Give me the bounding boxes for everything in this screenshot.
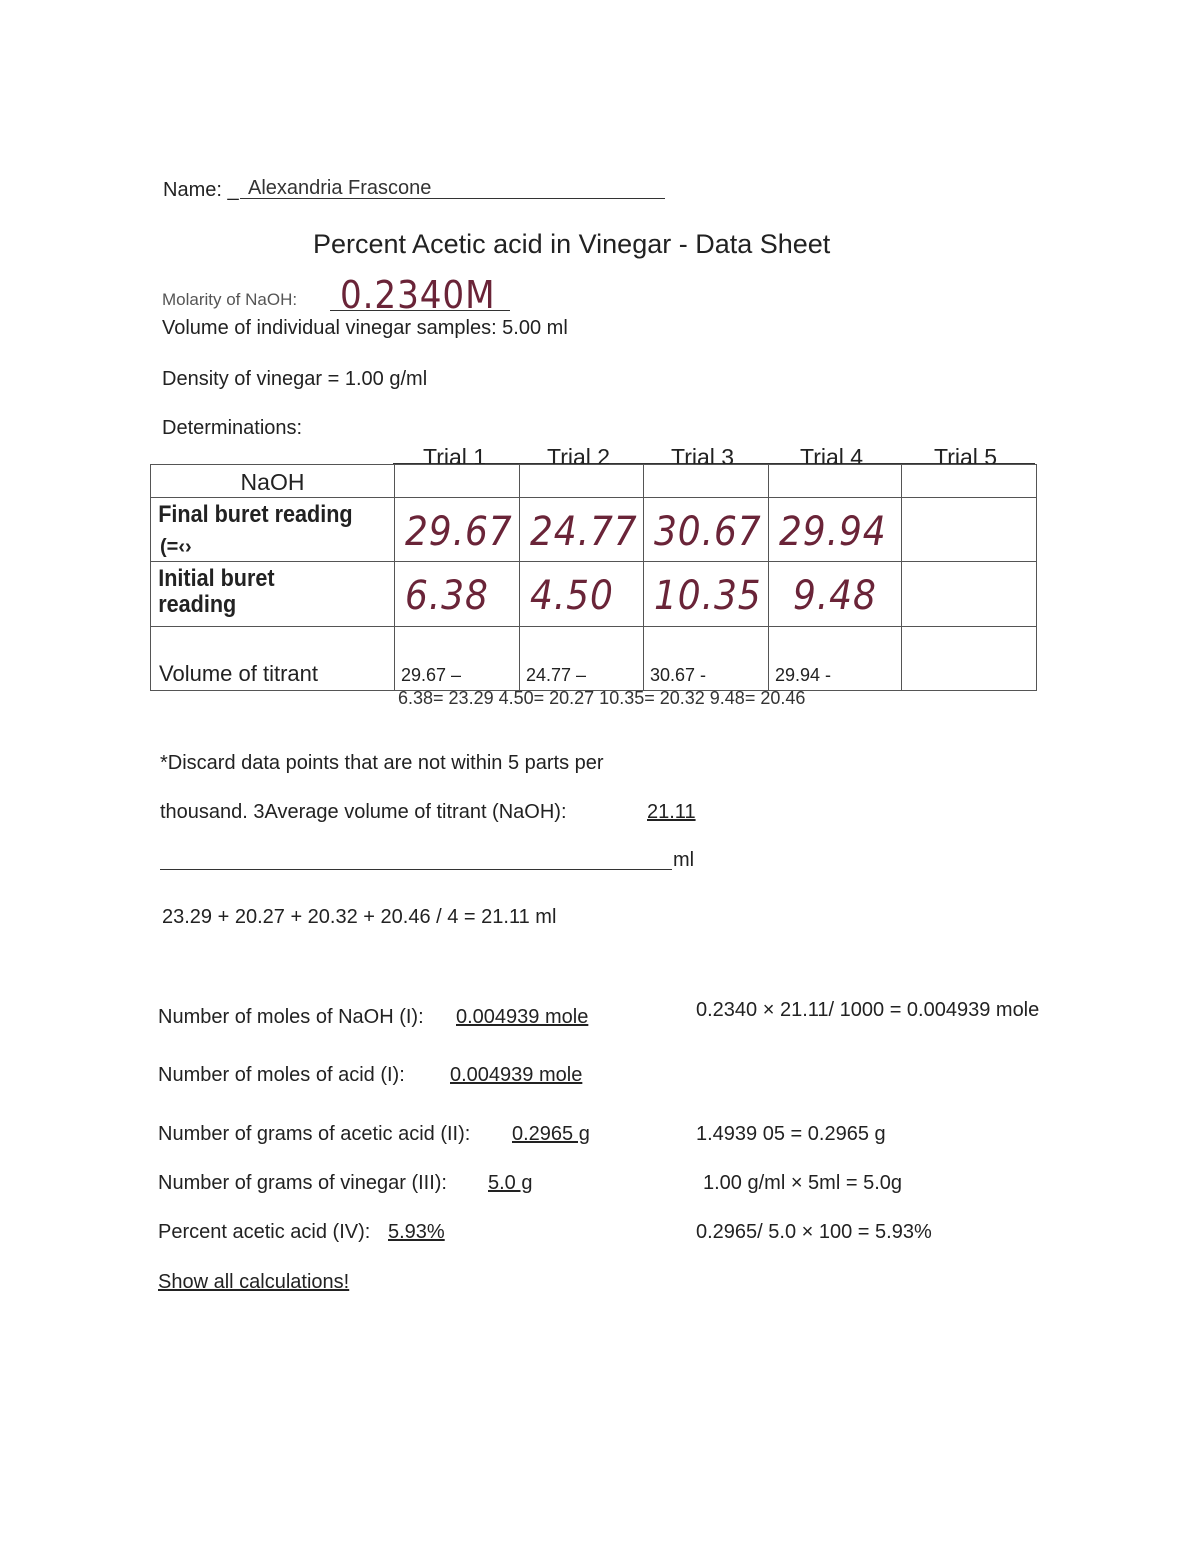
molarity-underline (330, 310, 510, 311)
name-label: Name: _ (163, 179, 239, 201)
handwritten-value: 29.67 (405, 509, 513, 555)
determinations-label: Determinations: (162, 417, 303, 439)
handwritten-value: 30.67 (654, 509, 762, 555)
grams-vinegar-calc: 1.00 g/ml × 5ml = 5.0g (703, 1172, 903, 1194)
discard-note-2: thousand. 3Average volume of titrant (NaOH): (160, 801, 567, 823)
header-trial-4: Trial 4 (800, 444, 864, 470)
table-row (151, 562, 1037, 627)
percent-acid-calc: 0.2965/ 5.0 × 100 = 5.93% (696, 1221, 932, 1243)
moles-naoh-value: 0.004939 mole (456, 1006, 589, 1028)
handwritten-value: 9.48 (793, 573, 877, 619)
moles-acid-value: 0.004939 mole (450, 1064, 583, 1086)
table-cell (395, 627, 520, 691)
name-value: Alexandria Frascone (248, 177, 432, 199)
table-cell (769, 498, 902, 562)
handwritten-value: 4.50 (530, 573, 614, 619)
titrant-calc: 29.67 – (401, 665, 462, 685)
table-cell (520, 498, 644, 562)
table-cell (769, 562, 902, 627)
header-trial-2: Trial 2 (547, 444, 611, 470)
average-calc: 23.29 + 20.27 + 20.32 + 20.46 / 4 = 21.11 ml (162, 906, 557, 928)
moles-naoh-label: Number of moles of NaOH (I): (158, 1006, 424, 1028)
ml-underline (160, 869, 672, 870)
naoh-cell (151, 465, 395, 498)
titrant-overflow: 6.38= 23.29 4.50= 20.27 10.35= 20.32 9.48= 20.46 (398, 688, 806, 708)
grams-vinegar-value: 5.0 g (488, 1172, 533, 1194)
percent-acid-label: Percent acetic acid (IV): (158, 1221, 371, 1243)
volume-samples: Volume of individual vinegar samples: 5.00 ml (162, 317, 568, 339)
header-trial-3: Trial 3 (671, 444, 735, 470)
final-buret-label-cell (151, 498, 395, 562)
molarity-value: 0.2340M (340, 273, 496, 317)
table-cell (395, 465, 520, 498)
table-cell (395, 498, 520, 562)
titrant-calc: 30.67 - (650, 665, 707, 685)
grams-vinegar-label: Number of grams of vinegar (III): (158, 1172, 447, 1194)
titrant-calc: 24.77 – (526, 665, 587, 685)
discard-note-1: *Discard data points that are not within 5 parts per (160, 752, 604, 774)
table-cell (902, 627, 1037, 691)
table-cell (520, 465, 644, 498)
final-buret-sub: (=‹› (160, 536, 192, 558)
moles-naoh-calc: 0.2340 × 21.11/ 1000 = 0.004939 mole (696, 999, 1040, 1021)
initial-buret-label-cell (151, 562, 395, 627)
ml-unit: ml (673, 849, 695, 871)
handwritten-value: 10.35 (654, 573, 762, 619)
table-row (151, 465, 1037, 498)
moles-acid-label: Number of moles of acid (I): (158, 1064, 405, 1086)
grams-acid-value: 0.2965 g (512, 1123, 590, 1145)
table-cell (520, 627, 644, 691)
titrant-calc: 29.94 - (775, 665, 832, 685)
table-row (151, 498, 1037, 562)
table-cell (769, 627, 902, 691)
table-cell (902, 562, 1037, 627)
handwritten-value: 6.38 (405, 573, 489, 619)
grams-acid-calc: 1.4939 05 = 0.2965 g (696, 1123, 886, 1145)
grams-acid-label: Number of grams of acetic acid (II): (158, 1123, 471, 1145)
molarity-label: Molarity of NaOH: (162, 290, 298, 309)
volume-titrant-label-cell (151, 627, 395, 691)
table-cell (395, 562, 520, 627)
show-calculations-note: Show all calculations! (158, 1271, 350, 1293)
table-cell (902, 465, 1037, 498)
table-cell (769, 465, 902, 498)
initial-buret-label: Initial buret reading (158, 565, 275, 619)
data-table (150, 464, 1037, 691)
density: Density of vinegar = 1.00 g/ml (162, 368, 428, 390)
table-cell (644, 562, 769, 627)
table-row (151, 627, 1037, 691)
handwritten-value: 24.77 (530, 509, 638, 555)
average-value: 21.11 (647, 801, 696, 823)
table-cell (520, 562, 644, 627)
table-cell (644, 465, 769, 498)
header-trial-1: Trial 1 (423, 444, 487, 470)
page-title: Percent Acetic acid in Vinegar - Data Sheet (313, 229, 831, 259)
table-cell (644, 498, 769, 562)
naoh-label: NaOH (240, 469, 305, 495)
header-trial-5: Trial 5 (934, 444, 998, 470)
name-underline (240, 198, 665, 199)
table-cell (644, 627, 769, 691)
handwritten-value: 29.94 (779, 509, 887, 555)
final-buret-label: Final buret reading (158, 501, 353, 528)
volume-titrant-label: Volume of titrant (159, 661, 318, 686)
percent-acid-value: 5.93% (388, 1221, 445, 1243)
table-cell (902, 498, 1037, 562)
